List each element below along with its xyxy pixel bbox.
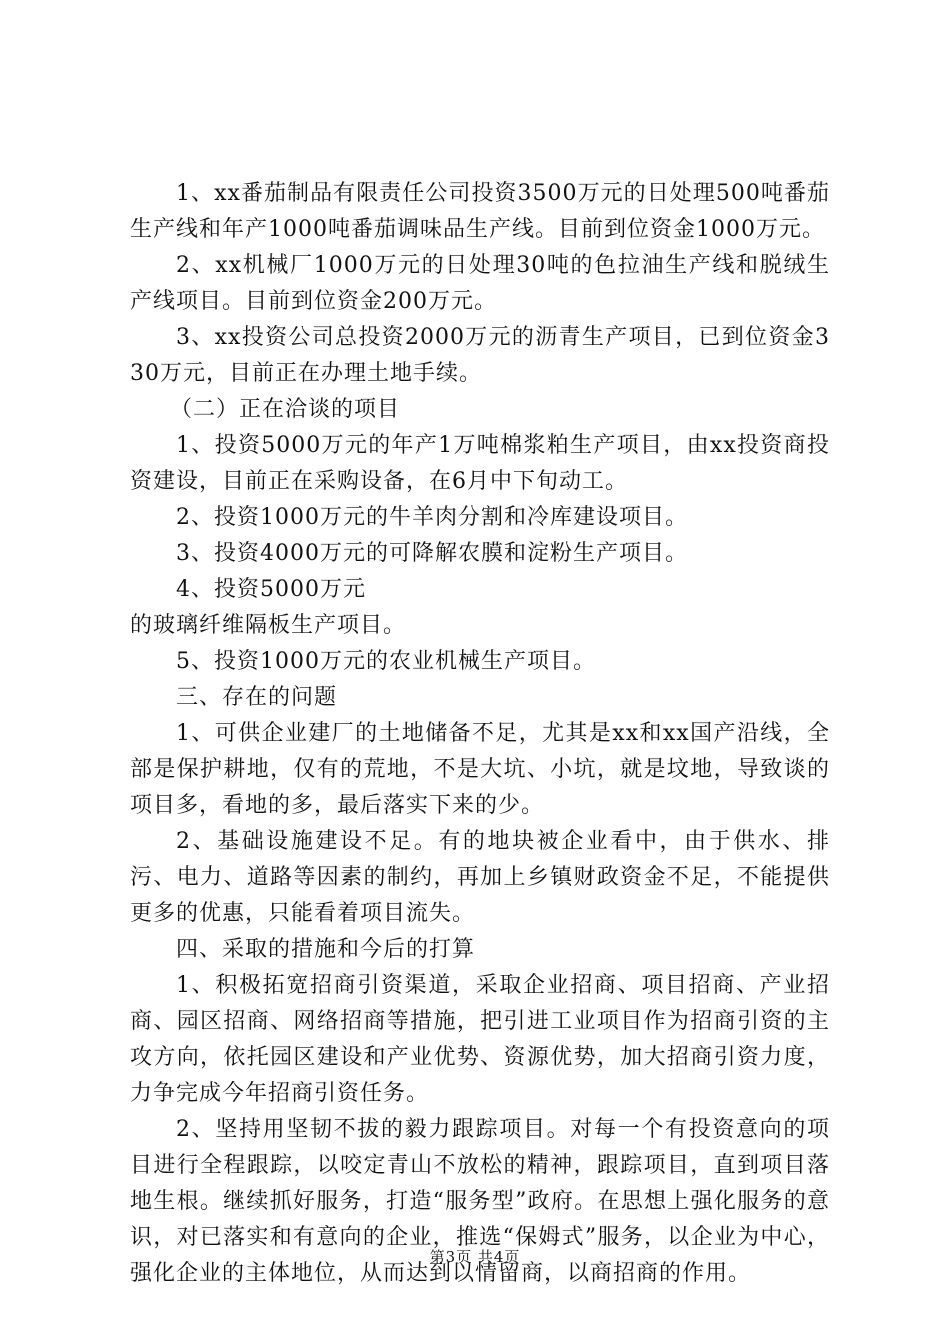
paragraph-project-2: 2、xx机械厂1000万元的日处理30吨的色拉油生产线和脱绒生产线项目。目前到位资金200万元。 [130, 253, 830, 314]
paragraph-project-1: 1、xx番茄制品有限责任公司投资3500万元的日处理500吨番茄生产线和年产1000吨番茄调味品生产线。目前到位资金1000万元。 [130, 181, 830, 242]
paragraph-negotiating-2: 2、投资1000万元的牛羊肉分割和冷库建设项目。 [176, 505, 688, 530]
section-heading-negotiating: （二）正在洽谈的项目 [170, 397, 401, 422]
paragraph-negotiating-1: 1、投资5000万元的年产1万吨棉浆粕生产项目，由xx投资商投资建设，目前正在采购设备，在6月中下旬动工。 [130, 433, 830, 494]
paragraph-negotiating-4-continued: 的玻璃纤维隔板生产项目。 [130, 613, 407, 638]
paragraph-problem-2: 2、基础设施建设不足。有的地块被企业看中，由于供水、排污、电力、道路等因素的制约，再加上乡镇财政资金不足，不能提供更多的优惠，只能看着项目流失。 [130, 829, 830, 926]
paragraph-negotiating-3: 3、投资4000万元的可降解农膜和淀粉生产项目。 [176, 541, 688, 566]
section-heading-problems: 三、存在的问题 [176, 685, 338, 710]
paragraph-project-3: 3、xx投资公司总投资2000万元的沥青生产项目，已到位资金330万元，目前正在办理土地手续。 [130, 325, 830, 386]
section-heading-measures: 四、采取的措施和今后的打算 [176, 937, 476, 962]
page-footer: 第3页 共4页 [429, 1248, 521, 1266]
document-body [130, 176, 830, 1292]
paragraph-measure-2: 2、坚持用坚韧不拔的毅力跟踪项目。对每一个有投资意向的项目进行全程跟踪，以咬定青山不放松的精神，跟踪项目，直到项目落地生根。继续抓好服务，打造“服务型”政府。在思想上强化服务的意识，对已落实和有意向的企业，推选“保姆式”服务，以企业为中心，强化企业的主体地位，从而达到以情留商，以商招商的作用。 [130, 1117, 830, 1286]
paragraph-negotiating-4: 4、投资5000万元 [176, 577, 366, 602]
paragraph-problem-1: 1、可供企业建厂的土地储备不足，尤其是xx和xx国产沿线，全部是保护耕地，仅有的荒地，不是大坑、小坑，就是坟地，导致谈的项目多，看地的多，最后落实下来的少。 [130, 721, 830, 818]
paragraph-negotiating-5: 5、投资1000万元的农业机械生产项目。 [176, 649, 596, 674]
paragraph-measure-1: 1、积极拓宽招商引资渠道，采取企业招商、项目招商、产业招商、园区招商、网络招商等措施，把引进工业项目作为招商引资的主攻方向，依托园区建设和产业优势、资源优势，加大招商引资力度，力争完成今年招商引资任务。 [130, 973, 830, 1106]
